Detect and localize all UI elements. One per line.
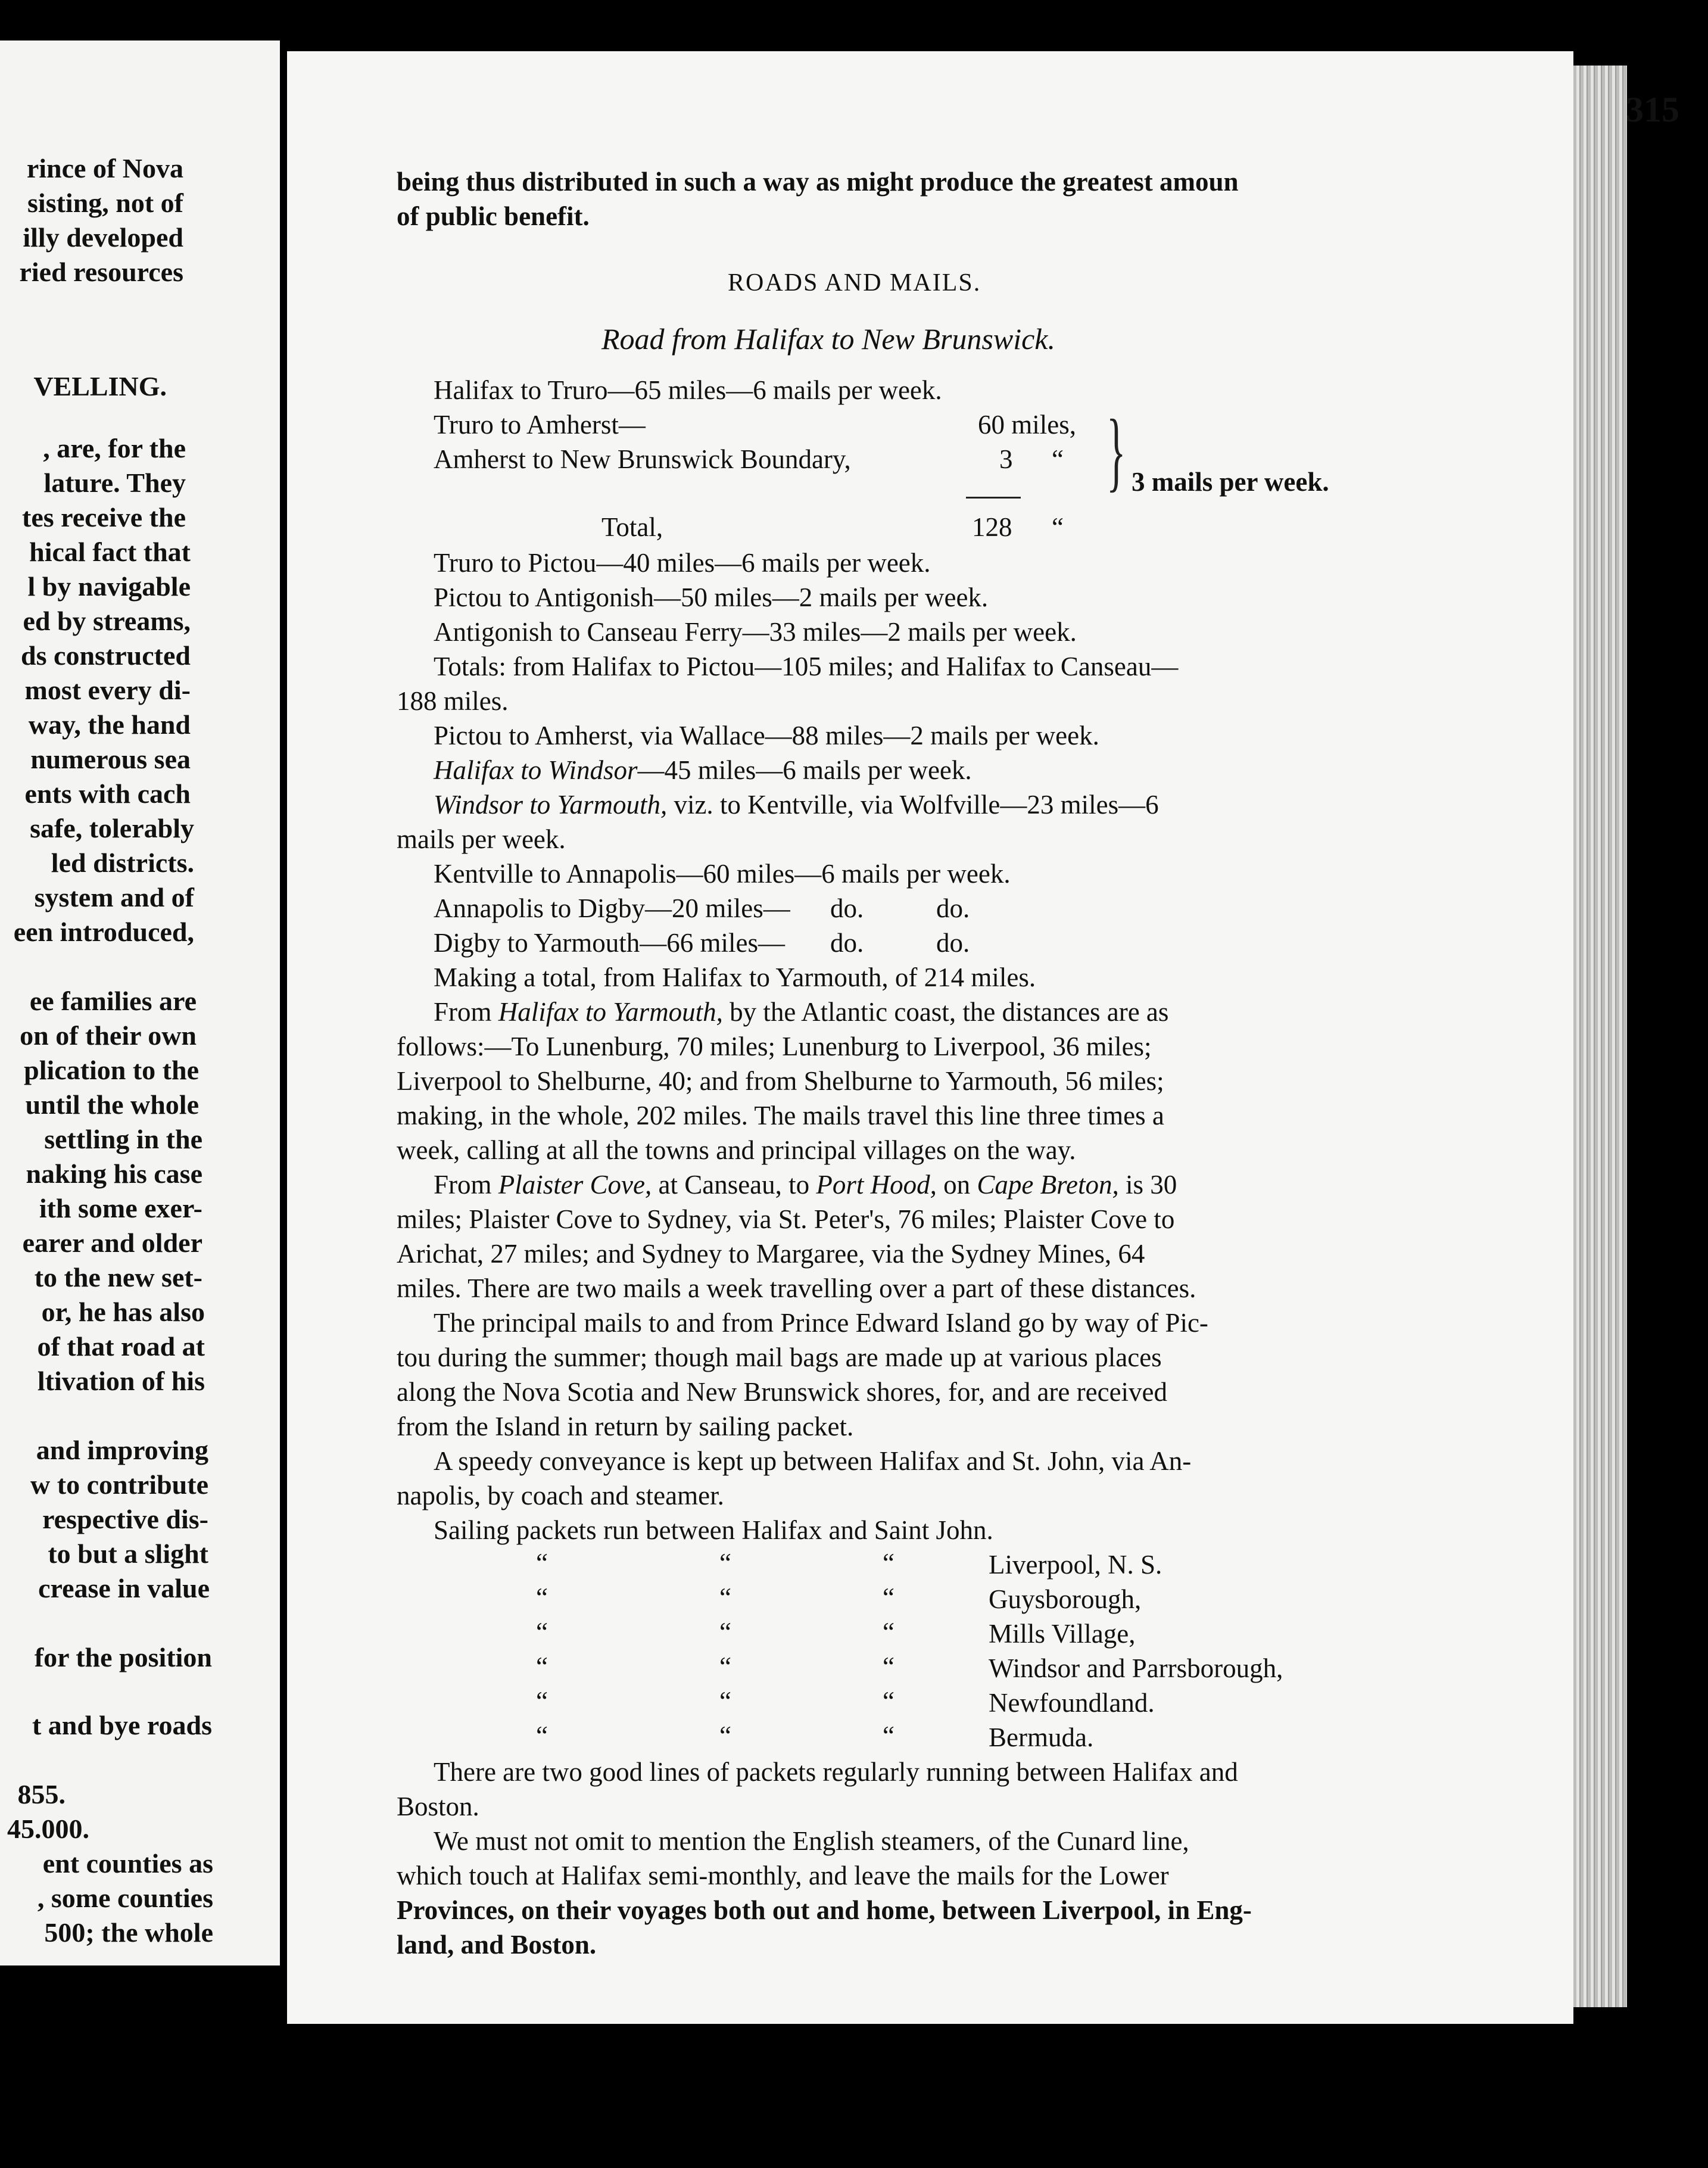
atlantic-line: Liverpool to Shelburne, 40; and from Shelburne to Yarmouth, 56 miles; [397,1066,1164,1096]
stjohn-line: napolis, by coach and steamer. [397,1481,724,1510]
plaister-place-italic: Cape Breton, [977,1170,1119,1200]
making-total: Making a total, from Halifax to Yarmouth, of 214 miles. [434,962,1036,992]
packet-destination: Guysborough, [989,1584,1142,1614]
left-fragment-line: ed by streams, [23,606,191,636]
packet-destination: Newfoundland. [989,1688,1155,1718]
brace-icon: } [1107,401,1126,500]
intro-line: being thus distributed in such a way as might produce the greatest amoun [397,167,1239,197]
left-page-fragment [0,41,280,1965]
left-fragment-line: ent counties as [42,1848,213,1879]
page-number: 315 [1626,90,1679,129]
left-fragment-line: led districts. [51,848,194,878]
ditto-mark: “ [883,1652,894,1681]
left-fragment-line: ltivation of his [37,1366,205,1396]
windsor-route-italic: Halifax to Windsor [434,755,638,785]
left-fragment-line: and improving [36,1435,208,1465]
route-ditto-mark: “ [1052,444,1064,474]
cunard-line: Provinces, on their voyages both out and home, between Liverpool, in Eng- [397,1895,1252,1925]
left-fragment-line: w to contribute [30,1469,208,1500]
left-fragment-line: numerous sea [30,744,191,774]
left-fragment-line: rince of Nova [26,153,183,183]
ditto-mark: “ [536,1583,548,1612]
ditto-mark: “ [883,1686,894,1716]
ditto-mark: “ [719,1721,731,1750]
ditto-mark: “ [536,1548,548,1578]
left-fragment-line: to but a slight [48,1538,208,1569]
left-fragment-line: 500; the whole [44,1917,213,1948]
route-line: Halifax to Truro—65 miles—6 mails per week. [434,375,942,405]
plaister-place-italic: Plaister Cove, [498,1170,652,1200]
pei-line: tou during the summer; though mail bags are made up at various places [397,1342,1162,1372]
pei-line: along the Nova Scotia and New Brunswick shores, for, and are received [397,1377,1168,1407]
packet-destination: Windsor and Parrsborough, [989,1653,1283,1683]
ditto-mark: “ [719,1686,731,1716]
route-total-value: 128 [972,512,1012,542]
left-fragment-line: of that road at [37,1331,205,1362]
left-fragment-line: lature. They [43,468,186,498]
mail-line: Truro to Pictou—40 miles—6 mails per week. [434,548,931,578]
atlantic-line [434,995,1168,1029]
atlantic-route-italic: Halifax to Yarmouth, [498,997,723,1027]
ditto-mark: “ [536,1617,548,1647]
left-fragment-line: ds constructed [21,640,191,671]
ditto-mark: “ [883,1548,894,1578]
yarmouth-route-text: viz. to Kentville, via Wolfville—23 miles—6 [667,790,1159,820]
left-fragment-line: sisting, not of [27,188,183,218]
left-fragment-line: illy developed [23,222,183,253]
ditto-mark: “ [536,1652,548,1681]
plaister-text: is 30 [1118,1170,1177,1200]
packet-destination: Mills Village, [989,1619,1136,1649]
ditto-mark: “ [719,1652,731,1681]
route-row-label: Amherst to New Brunswick Boundary, [434,444,851,474]
left-fragment-line: een introduced, [13,917,194,947]
cunard-line: land, and Boston. [397,1930,597,1960]
ditto-row-label: Annapolis to Digby—20 miles— [434,893,790,923]
mail-line: Pictou to Antigonish—50 miles—2 mails per week. [434,583,989,612]
route-row-value: 60 miles, [978,410,1076,440]
total-rule [966,497,1021,499]
stjohn-line: A speedy conveyance is kept up between Halifax and St. John, via An- [434,1446,1192,1476]
mail-line: Pictou to Amherst, via Wallace—88 miles—2 mails per week. [434,721,1099,750]
atlantic-prefix: From [434,997,498,1027]
yarmouth-line [434,787,1159,822]
section-subheading: Road from Halifax to New Brunswick. [601,322,1055,356]
section-heading: ROADS AND MAILS. [728,269,981,297]
left-fragment-line: naking his case [26,1158,202,1189]
atlantic-line: follows:—To Lunenburg, 70 miles; Lunenburg to Liverpool, 36 miles; [397,1032,1152,1061]
plaister-line: Arichat, 27 miles; and Sydney to Margaree, via the Sydney Mines, 64 [397,1239,1145,1269]
route-ditto-mark: “ [1052,512,1064,542]
left-fragment-line: way, the hand [28,709,191,740]
ditto-mark: “ [719,1617,731,1647]
left-fragment-line: hical fact that [29,537,191,567]
yarmouth-route-italic: Windsor to Yarmouth, [434,790,668,820]
plaister-place-italic: Port Hood, [816,1170,937,1200]
packet-destination: Liverpool, N. S. [989,1550,1162,1580]
ditto-mark: “ [883,1721,894,1750]
left-fragment-line: or, he has also [41,1297,205,1327]
left-fragment-line: system and of [34,882,194,912]
route-row-value: 3 [999,444,1013,474]
left-fragment-line: ried resources [19,257,183,287]
main-page [287,51,1679,2024]
windsor-line [434,753,972,787]
brace-note: 3 mails per week. [1132,467,1329,497]
ditto-mark: “ [536,1721,548,1750]
route-total-label: Total, [601,512,663,542]
ditto-mark: “ [536,1686,548,1716]
left-fragment-line: t and bye roads [32,1710,212,1740]
ditto-cell: do. [830,928,864,958]
ditto-cell: do. [830,893,864,923]
packets-line: Sailing packets run between Halifax and Saint John. [434,1515,993,1545]
left-fragment-line: tes receive the [22,502,186,532]
ditto-mark: “ [719,1583,731,1612]
left-fragment-line: ith some exer- [39,1193,202,1223]
left-fragment-line: 45.000. [7,1814,89,1844]
windsor-route-text: —45 miles—6 mails per week. [637,755,972,785]
cunard-line: which touch at Halifax semi-monthly, and leave the mails for the Lower [397,1861,1169,1890]
left-fragment-line: plication to the [24,1055,199,1085]
left-fragment-line: on of their own [20,1020,197,1051]
intro-line: of public benefit. [397,201,590,231]
ditto-mark: “ [719,1548,731,1578]
ditto-cell: do. [936,893,970,923]
left-fragment-line: respective dis- [42,1504,208,1534]
page-edge [1573,66,1627,2007]
plaister-text: at Canseau, to [652,1170,816,1200]
pei-line: The principal mails to and from Prince Edward Island go by way of Pic- [434,1308,1208,1338]
left-fragment-line: for the position [34,1642,212,1672]
atlantic-line: making, in the whole, 202 miles. The mails travel this line three times a [397,1101,1164,1130]
left-fragment-line: crease in value [38,1573,210,1603]
atlantic-line: week, calling at all the towns and principal villages on the way. [397,1135,1076,1165]
pei-line: from the Island in return by sailing packet. [397,1412,854,1441]
ditto-row-label: Digby to Yarmouth—66 miles— [434,928,786,958]
ditto-cell: do. [936,928,970,958]
mail-line: Totals: from Halifax to Pictou—105 miles; and Halifax to Canseau— [434,652,1179,681]
left-fragment-line: ee families are [29,986,197,1016]
left-fragment-line: l by navigable [27,571,191,602]
plaister-text: From [434,1170,498,1200]
mail-line: Antigonish to Canseau Ferry—33 miles—2 mails per week. [434,617,1077,647]
plaister-line: miles; Plaister Cove to Sydney, via St. Peter's, 76 miles; Plaister Cove to [397,1204,1175,1234]
plaister-line: miles. There are two mails a week travelling over a part of these distances. [397,1273,1196,1303]
yarmouth-line-2: mails per week. [397,824,566,854]
left-fragment-line: settling in the [44,1124,202,1154]
ditto-row-label: Kentville to Annapolis—60 miles—6 mails per week. [434,859,1011,889]
book-gutter [280,36,287,1971]
left-fragment-line: VELLING. [33,371,167,401]
left-fragment-line: , are, for the [43,433,186,463]
boston-line: There are two good lines of packets regularly running between Halifax and [434,1757,1238,1787]
mail-line: 188 miles. [397,686,509,716]
left-fragment-line: most every di- [24,675,191,705]
plaister-line [434,1167,1177,1202]
left-fragment-line: to the new set- [34,1262,202,1292]
left-fragment-line: earer and older [22,1228,202,1258]
plaister-text: on [936,1170,977,1200]
left-fragment-line: until the whole [25,1089,199,1120]
left-fragment-line: safe, tolerably [30,813,194,843]
ditto-mark: “ [883,1617,894,1647]
left-fragment-line: , some counties [37,1883,213,1913]
left-fragment-line: ents with cach [24,778,191,809]
boston-line: Boston. [397,1792,479,1821]
route-row-label: Truro to Amherst— [434,410,646,440]
left-fragment-line: 855. [17,1779,66,1809]
cunard-line: We must not omit to mention the English steamers, of the Cunard line, [434,1826,1189,1856]
ditto-mark: “ [883,1583,894,1612]
packet-destination: Bermuda. [989,1722,1094,1752]
atlantic-route-text: by the Atlantic coast, the distances are as [722,997,1169,1027]
